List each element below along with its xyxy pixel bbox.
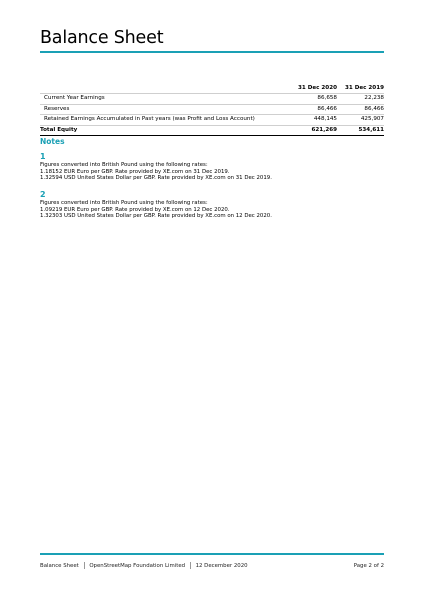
table-row xyxy=(40,94,384,104)
row-label: Retained Earnings Accumulated in Past years (was Profit and Loss Account) xyxy=(40,115,290,125)
row-label: Current Year Earnings xyxy=(40,94,290,104)
total-value-2020: 621,269 xyxy=(290,125,337,135)
total-value-2019: 534,611 xyxy=(337,125,384,135)
total-label: Total Equity xyxy=(40,125,290,135)
column-header-2020: 31 Dec 2020 xyxy=(290,84,337,94)
balance-sheet-table xyxy=(40,84,384,136)
row-value-2019: 22,238 xyxy=(337,94,384,104)
table-header-row xyxy=(40,84,384,94)
header-blank xyxy=(40,84,290,94)
row-value-2020: 448,145 xyxy=(290,115,337,125)
total-row xyxy=(40,125,384,135)
footer-page-number: Page 2 of 2 xyxy=(353,562,384,569)
footer-separator xyxy=(84,562,85,569)
row-value-2020: 86,466 xyxy=(290,104,337,114)
note-line: 1.32594 USD United States Dollar per GBP. Rate provided by XE.com on 31 Dec 2019. xyxy=(40,175,272,182)
footer-date: 12 December 2020 xyxy=(195,562,248,569)
footer-separator xyxy=(190,562,191,569)
note-line: Figures converted into British Pound using the following rates: xyxy=(40,200,208,206)
footer-report-name: Balance Sheet xyxy=(40,562,79,569)
page-title: Balance Sheet xyxy=(40,28,164,48)
note-number: 1 xyxy=(40,152,46,161)
table-row xyxy=(40,115,384,125)
row-value-2020: 86,658 xyxy=(290,94,337,104)
note-line: Figures converted into British Pound using the following rates: xyxy=(40,162,208,168)
table-row xyxy=(40,104,384,114)
note-block xyxy=(40,152,272,182)
row-value-2019: 86,466 xyxy=(337,104,384,114)
row-label: Reserves xyxy=(40,104,290,114)
notes-heading: Notes xyxy=(40,137,65,146)
footer-company: OpenStreetMap Foundation Limited xyxy=(89,562,186,569)
row-value-2019: 425,907 xyxy=(337,115,384,125)
note-line: 1.18152 EUR Euro per GBP. Rate provided by XE.com on 31 Dec 2019. xyxy=(40,168,230,175)
note-number: 2 xyxy=(40,190,46,199)
footer-divider xyxy=(40,553,384,555)
column-header-2019: 31 Dec 2019 xyxy=(337,84,384,94)
note-line: 1.09219 EUR Euro per GBP. Rate provided by XE.com on 12 Dec 2020. xyxy=(40,206,230,213)
page-footer xyxy=(40,562,384,569)
note-block xyxy=(40,190,272,220)
note-line: 1.32303 USD United States Dollar per GBP. Rate provided by XE.com on 12 Dec 2020. xyxy=(40,213,272,220)
title-divider xyxy=(40,51,384,53)
